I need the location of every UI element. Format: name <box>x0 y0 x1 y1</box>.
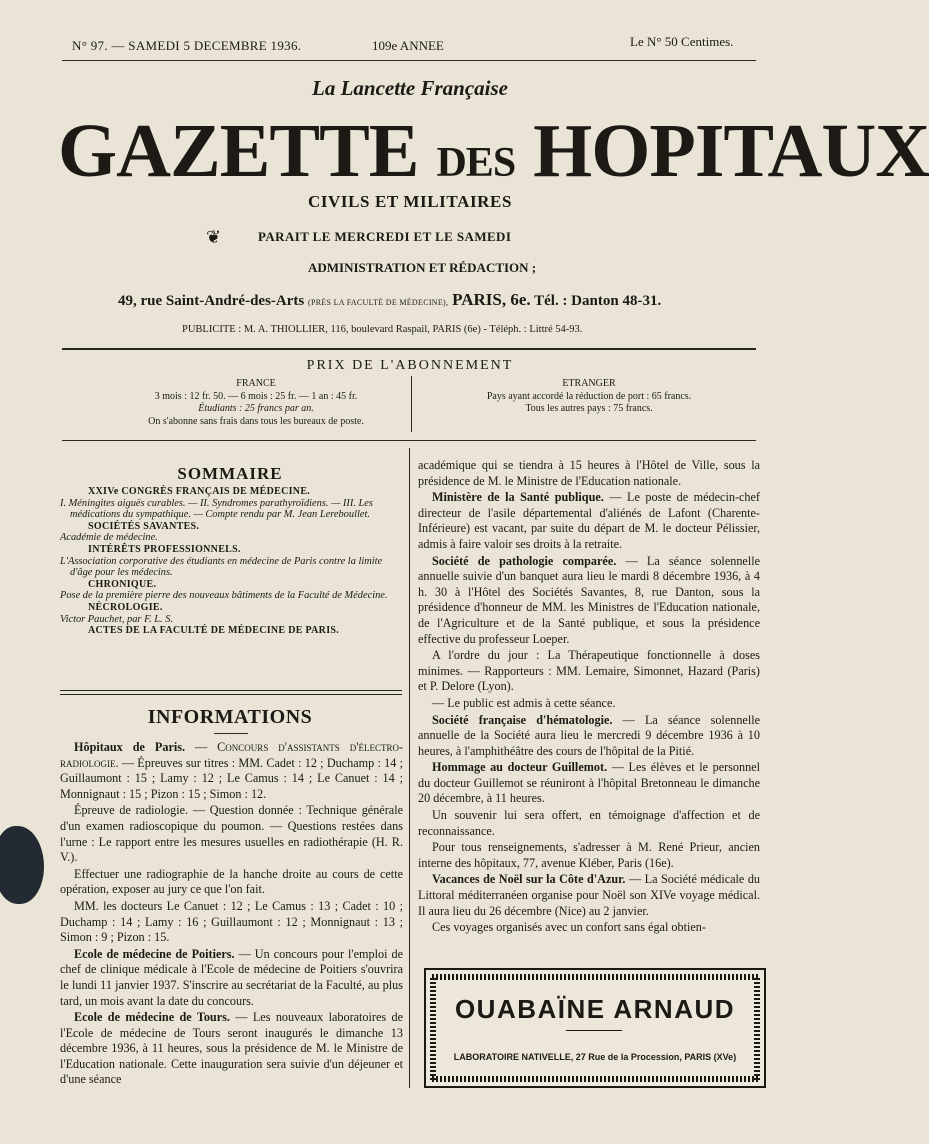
sommaire-body: Victor Pauchet, par F. L. S. <box>60 613 174 625</box>
paragraph: Épreuve de radiologie. — Question donnée : Technique générale d'un examen radioscopique du poumon. — Questions restées dans l'urne : Le rapport entre les mesures usuelles en radiothérapie (H. R. V.). <box>60 803 403 865</box>
masthead-rule <box>62 348 756 350</box>
paragraph-text: — La séance solennelle annuelle suivie d'un banquet aura lieu le mardi 8 décembre 1936, à 4 h. 30 à l'Hôtel des Sociétés Savantes, 8, rue Danton, sous la présidence d'honneur de MM. les Ministres de l'Education nationale, de l'Agriculture et de la Santé publique, et sous la présidence effective du professeur Loeper. <box>418 553 761 646</box>
ink-blot <box>0 826 44 904</box>
paragraph: Ces voyages organisés avec un confort sans égal obtien- <box>432 920 706 935</box>
paragraph-lead: Ministère de la Santé publique. <box>432 490 604 505</box>
sommaire-head: XXIVe CONGRÈS FRANÇAIS DE MÉDECINE. <box>88 486 311 497</box>
paragraph-lead: Ecole de médecine de Tours. <box>74 1010 230 1025</box>
advertisement <box>424 968 766 1088</box>
paragraph <box>418 760 760 807</box>
sommaire-head: SOCIÉTÉS SAVANTES. <box>88 520 200 532</box>
masthead-word-1: GAZETTE <box>58 109 419 193</box>
sommaire-head: NÉCROLOGIE. <box>88 601 163 613</box>
address-city: PARIS, 6e. <box>452 290 531 309</box>
sommaire-head: INTÉRÊTS PROFESSIONNELS. <box>88 543 241 555</box>
sommaire-rule <box>60 690 402 691</box>
admin-line: ADMINISTRATION ET RÉDACTION ; <box>308 260 537 275</box>
top-rule <box>62 60 756 61</box>
paragraph-text: — Le poste de médecin-chef directeur de l'asile départemental d'aliénés de Lafont (Charente-Inférieure) est vacant, par suite du départ de M. le docteur Pélissier, admis à faire valoir ses droits à la retraite. <box>418 490 760 551</box>
issue-line: N° 97. — SAMEDI 5 DECEMBRE 1936. <box>72 38 302 53</box>
paragraph-text: — Un concours pour l'emploi de chef de clinique médicale à l'Ecole de médecine de Poitiers s'ouvrira le lundi 11 janvier 1937. S'inscrire au secrétariat de la Faculté, au plus tard, un mois avant la date du concours. <box>60 946 403 1008</box>
paragraph-lead: Vacances de Noël sur la Côte d'Azur. <box>432 872 626 887</box>
ad-border-strip <box>432 974 758 980</box>
price-line: Le N° 50 Centimes. <box>630 34 734 49</box>
sommaire-body: L'Association corporative des étudiants en médecine de Paris contre la limite d'âge pour les médecins. <box>60 555 383 579</box>
paragraph-text: — Les élèves et le personnel du docteur Guillemot se réuniront à l'hôpital Bretonneau le dimanche 20 décembre, à 11 heures. <box>418 760 760 806</box>
informations-title: INFORMATIONS <box>147 706 313 728</box>
sommaire-rule-2 <box>60 694 402 695</box>
paragraph-lead: Ecole de médecine de Poitiers. <box>74 946 235 961</box>
subscription-title: PRIX DE L'ABONNEMENT <box>306 358 514 373</box>
schedule-line: PARAIT LE MERCREDI ET LE SAMEDI <box>258 229 512 244</box>
address-tel: Tél. : Danton 48-31. <box>534 293 662 309</box>
sommaire-body: Académie de médecine. <box>60 532 158 544</box>
column-divider <box>409 448 410 1088</box>
france-students: Étudiants : 25 francs par an. <box>198 403 314 414</box>
paragraph <box>60 1010 403 1088</box>
right-column <box>418 458 760 937</box>
paragraph: Effectuer une radiographie de la hanche droite au cours de cette opération, exposer au jury ce que l'on fait. <box>60 866 403 897</box>
sommaire-head: ACTES DE LA FACULTÉ DE MÉDECINE DE PARIS. <box>88 625 340 637</box>
paragraph-text: — La séance solennelle annuelle de la Société aura lieu le mercredi 9 décembre 1936 à 10 heures, à l'amphithéâtre des cours de l'hôpital de la Pitié. <box>418 712 761 758</box>
paragraph-lead: Hôpitaux de Paris. <box>74 740 186 754</box>
paragraph <box>60 740 403 802</box>
foreign-label: ETRANGER <box>562 378 616 389</box>
left-column <box>60 740 403 1089</box>
address-note: (PRÈS LA FACULTÉ DE MÉDECINE), <box>307 298 449 307</box>
subscription-divider <box>411 376 412 432</box>
paragraph <box>418 554 760 648</box>
address-street: 49, rue Saint-André-des-Arts <box>118 293 305 309</box>
ad-border-strip <box>754 976 760 1080</box>
paragraph-lead: Société française d'hématologie. <box>432 712 613 727</box>
sommaire-body: Pose de la première pierre des nouveaux bâtiments de la Faculté de Médecine. <box>60 590 388 602</box>
paragraph <box>60 947 403 1009</box>
paragraph-smallcaps: — Concours d'assistants d'électro-radiologie. <box>60 740 404 770</box>
paragraph-text: — La Société médicale du Littoral méditerranéen organise pour Noël son XIVe voyage médical. Il aura lieu du 26 décembre (Nice) au 2 janvier. <box>418 872 761 918</box>
paragraph: académique qui se tiendra à 15 heures à l'Hôtel de Ville, sous la présidence de M. le Ministre de l'Education nationale. <box>418 458 760 488</box>
paragraph <box>418 490 760 552</box>
leaf-ornament-icon: ❦ <box>206 227 222 247</box>
kicker: La Lancette Française <box>312 76 508 100</box>
paragraph <box>418 872 760 919</box>
paragraph-lead: Société de pathologie comparée. <box>432 553 617 568</box>
subscription-foreign <box>436 378 742 416</box>
paragraph: MM. les docteurs Le Canuet : 12 ; Le Camus : 13 ; Cadet : 10 ; Duchamp : 14 ; Lamy : 16 ; Guillaumont : 12 ; Monnignaut : 13 ; Simon : 9 ; Pizon : 15. <box>60 898 403 945</box>
subscription-rule <box>62 440 756 441</box>
paragraph: Pour tous renseignements, s'adresser à M. René Prieur, ancien interne des hôpitaux, 77, avenue Kléber, Paris (16e). <box>418 840 760 870</box>
sommaire-list <box>60 486 400 637</box>
france-note: On s'abonne sans frais dans tous les bureaux de poste. <box>148 415 364 427</box>
address-line <box>118 290 661 310</box>
masthead-subtitle: CIVILS ET MILITAIRES <box>307 192 513 211</box>
paragraph-text: — Les nouveaux laboratoires de l'Ecole de médecine de Tours seront inaugurés le dimanche 13 décembre 1936, à 11 heures, sous la présidence de M. le Ministre de l'Education nationale. Cette inauguration sera suivie d'un déjeuner et d'une séance <box>60 1010 404 1087</box>
ad-border-strip <box>432 1076 758 1082</box>
foreign-rate-1: Pays ayant accordé la réduction de port : 65 francs. <box>486 390 692 402</box>
ad-product-name: OUABAÏNE ARNAUD <box>454 994 736 1024</box>
subscription-france <box>106 378 406 428</box>
foreign-rate-2: Tous les autres pays : 75 francs. <box>525 403 653 414</box>
paragraph: A l'ordre du jour : La Thérapeutique fonctionnelle à doses minimes. — Rapporteurs : MM. Lemaire, Simonnet, Hazard (Paris) et P. Delore (Lyon). <box>418 648 760 694</box>
sommaire-body: I. Méningites aiguës curables. — II. Syndromes parathyroïdiens. — III. Les médications du sympathique. — Compte rendu par M. Jean Lereboullet. <box>60 497 373 521</box>
ad-laboratory: LABORATOIRE NATIVELLE, 27 Rue de la Procession, PARIS (XVe) <box>453 1052 737 1062</box>
paragraph: Un souvenir lui sera offert, en témoignage d'affection et de reconnaissance. <box>418 808 760 838</box>
sommaire-title: SOMMAIRE <box>177 464 283 483</box>
paragraph <box>418 713 760 760</box>
ad-divider <box>566 1030 622 1031</box>
france-label: FRANCE <box>236 378 276 389</box>
paragraph: — Le public est admis à cette séance. <box>432 695 616 710</box>
masthead-des: DES <box>436 140 516 186</box>
year-line: 109e ANNEE <box>372 38 444 53</box>
france-rates: 3 mois : 12 fr. 50. — 6 mois : 25 fr. — 1 an : 45 fr. <box>154 390 358 402</box>
sommaire-head: CHRONIQUE. <box>88 578 157 590</box>
paragraph-lead: Hommage au docteur Guillemot. <box>432 760 608 775</box>
publicity-line: PUBLICITE : M. A. THIOLLIER, 116, boulevard Raspail, PARIS (6e) - Téléph. : Littré 54-93. <box>182 324 583 335</box>
ad-border-strip <box>430 976 436 1080</box>
informations-underline <box>214 733 248 734</box>
paragraph-text: — Épreuves sur titres : MM. Cadet : 12 ; Duchamp : 14 ; Guillaumont : 15 ; Lamy : 12 ; Le Camus : 14 ; Le Canuet : 14 ; Monnignaut : 15 ; Pizon : 15 ; Simon : 12. <box>60 755 404 801</box>
masthead-word-2: HOPITAUX <box>533 109 929 193</box>
